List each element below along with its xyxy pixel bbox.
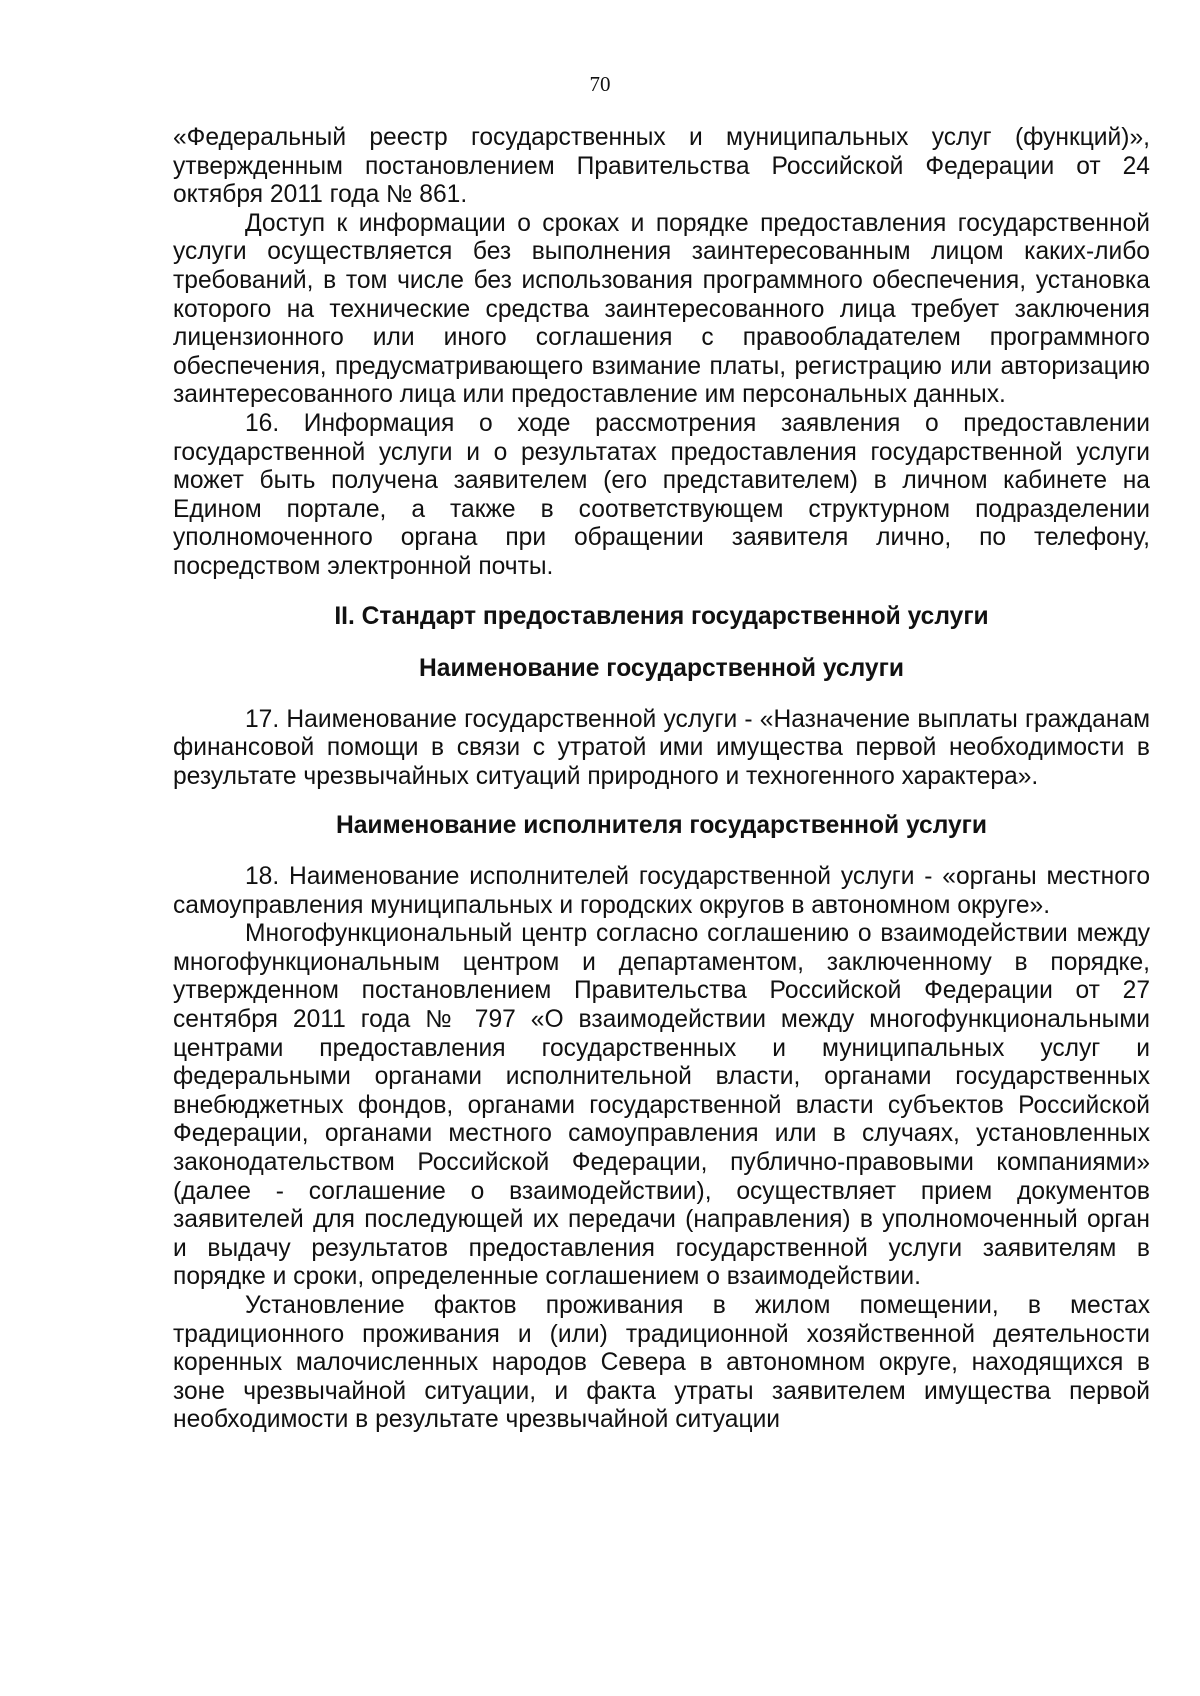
paragraph-registry-continuation: «Федеральный реестр государственных и муниципальных услуг (функций)», утвержденным постановлением Правительства Российской Федерации от 24 октября 2011 года № 861.: [173, 124, 1150, 209]
paragraph-17: 17. Наименование государственной услуги - «Назначение выплаты гражданам финансовой помощи в связи с утратой ими имущества первой необходимости в результате чрезвычайных ситуаций природного и техногенного характера».: [173, 705, 1150, 790]
subheading-service-executor: Наименование исполнителя государственной услуги: [335, 812, 988, 840]
section-heading-standard: II. Стандарт предоставления государственной услуги: [334, 602, 989, 630]
page-number: 70: [589, 72, 611, 96]
document-body: [173, 124, 1150, 1435]
paragraph-mfc: Многофункциональный центр согласно соглашению о взаимодействии между многофункциональным центром и департаментом, заключенному в порядке, утвержденном постановлением Правительства Российской Федерации от 27 сентября 2011 года № 797 «О взаимодействии между многофункциональными центрами предоставления государственных и муниципальных услуг и федеральными органами исполнительной власти, органами государственных внебюджетных фондов, органами государственной власти субъектов Российской Федерации, органами местного самоуправления или в случаях, установленных законодательством Российской Федерации, публично-правовыми компаниями» (далее - соглашение о взаимодействии), осуществляет прием документов заявителей для последующей их передачи (направления) в уполномоченный орган и выдачу результатов предоставления государственной услуги заявителям в порядке и сроки, определенные соглашением о взаимодействии.: [173, 920, 1150, 1291]
paragraph-access-info: Доступ к информации о сроках и порядке предоставления государственной услуги осуществляется без выполнения заинтересованным лицом каких-либо требований, в том числе без использования программного обеспечения, установка которого на технические средства заинтересованного лица требует заключения лицензионного или иного соглашения с правообладателем программного обеспечения, предусматривающего взимание платы, регистрацию или авторизацию заинтересованного лица или предоставление им персональных данных.: [173, 209, 1150, 409]
subheading-service-name: Наименование государственной услуги: [419, 655, 904, 683]
paragraph-16: 16. Информация о ходе рассмотрения заявления о предоставлении государственной услуги и о результатах предоставления государственной услуги может быть получена заявителем (его представителем) в личном кабинете на Едином портале, а также в соответствующем структурном подразделении уполномоченного органа при обращении заявителя лично, по телефону, посредством электронной почты.: [173, 409, 1150, 580]
paragraph-facts-establishment: Установление фактов проживания в жилом помещении, в местах традиционного проживания и (или) традиционной хозяйственной деятельности коренных малочисленных народов Севера в автономном округе, находящихся в зоне чрезвычайной ситуации, и факта утраты заявителем имущества первой необходимости в результате чрезвычайной ситуации: [173, 1291, 1150, 1434]
paragraph-18: 18. Наименование исполнителей государственной услуги - «органы местного самоуправления муниципальных и городских округов в автономном округе».: [173, 863, 1150, 919]
